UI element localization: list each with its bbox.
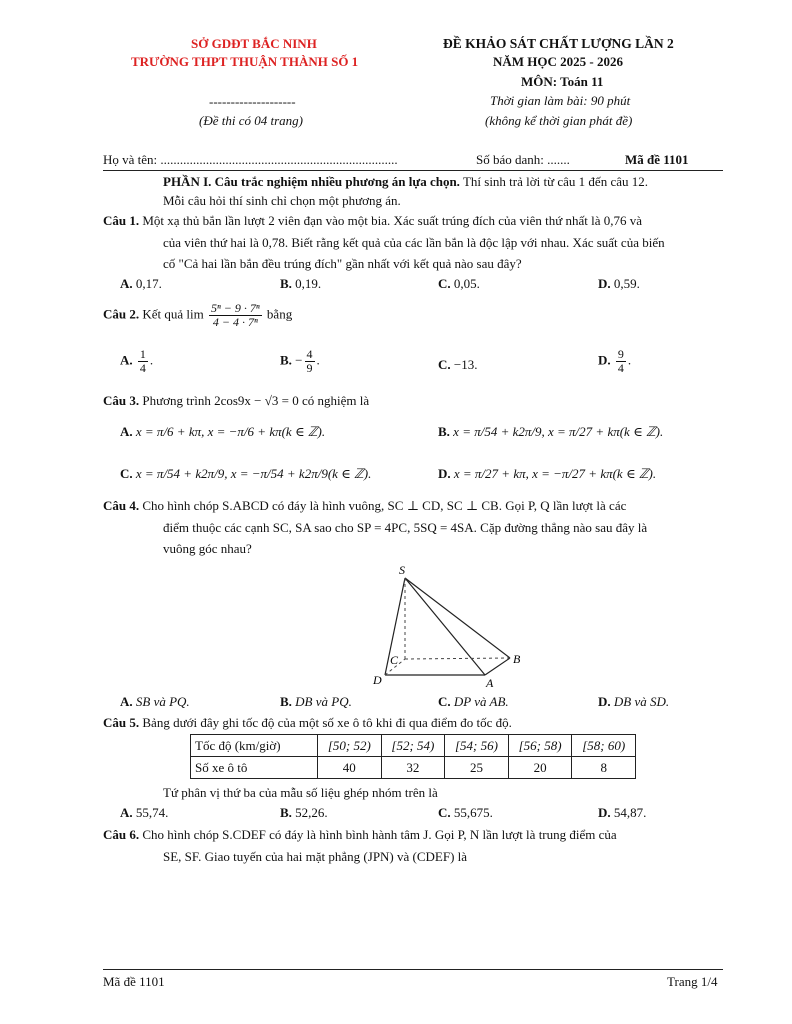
q2-option-d[interactable]: D. $\frac{9}{4}$ . <box>598 347 632 375</box>
opt-text: 55,74. <box>135 805 169 820</box>
q6-text1: Cho hình chóp S.CDEF có đáy là hình bình hành tâm J. Gọi P, N lần lượt là trung điểm của <box>142 827 617 842</box>
q2-num: 5ⁿ − 9 · 7ⁿ <box>211 301 260 315</box>
part1-instr2: Mỗi câu hỏi thí sinh chỉ chọn một phương án. <box>163 193 401 208</box>
opt-text: DB và PQ. <box>295 694 352 709</box>
opt-label: B. <box>280 694 292 709</box>
q4-line2: điểm thuộc các cạnh SC, SA sao cho SP = 4PC, 5SQ = 4SA. Cặp đường thẳng nào sau đây là <box>163 520 648 535</box>
school-name: TRƯỜNG THPT THUẬN THÀNH SỐ 1 <box>131 54 359 69</box>
q4-line1 <box>103 498 626 514</box>
q3-stem <box>103 393 369 409</box>
duration-note: (không kể thời gian phát đề) <box>485 113 633 128</box>
table-cell: [58; 60) <box>572 735 636 757</box>
opt-text: DB và SD. <box>613 694 670 709</box>
q5-option-d[interactable] <box>598 805 646 821</box>
q3-option-b[interactable] <box>438 424 663 440</box>
q5-stem <box>103 715 512 731</box>
q4-option-d[interactable] <box>598 694 669 710</box>
header-divider <box>103 170 723 171</box>
table-cell: 40 <box>318 757 382 779</box>
vertex-S: S <box>399 563 405 577</box>
candidate-id-field: Số báo danh: ....... <box>476 152 570 167</box>
q2-b-frac <box>305 348 315 375</box>
q1-line1 <box>103 213 642 229</box>
q1-option-a[interactable] <box>120 276 162 292</box>
q2-option-a[interactable]: A. $\frac{1}{4}$ . <box>120 347 154 375</box>
frac-den: 9 <box>306 361 313 375</box>
vertex-B: B <box>513 652 521 666</box>
q5-option-a[interactable] <box>120 805 168 821</box>
opt-label: C. <box>438 694 451 709</box>
q4-option-a[interactable] <box>120 694 190 710</box>
footer-code: Mã đề 1101 <box>103 974 165 989</box>
opt-text: x = π/6 + kπ, x = −π/6 + kπ(k ∈ ℤ). <box>135 424 326 439</box>
table-cell: [54; 56) <box>445 735 509 757</box>
school-year: NĂM HỌC 2025 - 2026 <box>493 54 623 69</box>
opt-text: 55,675. <box>453 805 493 820</box>
opt-text: x = π/54 + k2π/9, x = π/27 + kπ(k ∈ ℤ). <box>453 424 664 439</box>
frac-num: 4 <box>306 347 313 361</box>
q1-option-c[interactable] <box>438 276 480 292</box>
pages-note: (Đề thi có 04 trang) <box>199 113 303 128</box>
q1-text1: Một xạ thủ bắn lần lượt 2 viên đạn vào một bia. Xác suất trúng đích của viên thứ nhất là 0,76 và <box>142 213 643 228</box>
opt-label: D. <box>598 805 611 820</box>
speed-table <box>190 734 636 779</box>
row-header: Tốc độ (km/giờ) <box>191 735 318 757</box>
table-cell: 32 <box>381 757 445 779</box>
q4-option-c[interactable] <box>438 694 509 710</box>
q1-line2: của viên thứ hai là 0,78. Biết rằng kết quả của các lần bắn là độc lập với nhau. Xác suất của biến <box>163 235 665 250</box>
opt-label: A. <box>120 805 133 820</box>
frac-num: 1 <box>139 347 146 361</box>
q3-label: Câu 3. <box>103 393 140 408</box>
q2-option-c[interactable] <box>438 357 477 373</box>
subject: MÔN: Toán 11 <box>521 74 604 89</box>
header-dashes: -------------------- <box>209 94 296 109</box>
opt-label: A. <box>120 352 133 368</box>
edge-SA <box>405 578 485 675</box>
q2-a-frac <box>138 348 148 375</box>
sign: − <box>295 352 303 368</box>
q2-den: 4 − 4 · 7ⁿ <box>212 315 258 329</box>
table-cell: 25 <box>445 757 509 779</box>
q6-label: Câu 6. <box>103 827 140 842</box>
opt-label: D. <box>598 352 611 368</box>
q1-line3: cố "Cả hai lần bắn đều trúng đích" gần nhất với kết quả nào sau đây? <box>163 256 522 271</box>
opt-text: x = π/54 + k2π/9, x = −π/54 + k2π/9(k ∈ ℤ). <box>135 466 372 481</box>
q2-label: Câu 2. <box>103 306 140 322</box>
opt-label: A. <box>120 694 133 709</box>
opt-label: A. <box>120 276 133 291</box>
vertex-D: D <box>373 673 382 687</box>
opt-label: B. <box>280 805 292 820</box>
opt-label: C. <box>438 357 451 372</box>
q2-stem <box>103 302 292 329</box>
part1-instr: Thí sinh trả lời từ câu 1 đến câu 12. <box>462 174 648 189</box>
q3-text: Phương trình 2cos9x − √3 = 0 có nghiệm là <box>142 393 370 408</box>
opt-text: x = π/27 + kπ, x = −π/27 + kπ(k ∈ ℤ). <box>453 466 657 481</box>
table-cell: 20 <box>508 757 572 779</box>
opt-label: B. <box>438 424 450 439</box>
q6-line1 <box>103 827 617 843</box>
q4-line3: vuông góc nhau? <box>163 541 252 556</box>
q2-text: Kết quả <box>142 306 184 322</box>
table-row <box>191 757 636 779</box>
pyramid-figure <box>355 560 535 690</box>
q5-text: Bảng dưới đây ghi tốc độ của một số xe ô tô khi đi qua điểm đo tốc độ. <box>142 715 512 730</box>
frac-den: 4 <box>139 361 146 375</box>
opt-label: B. <box>280 352 292 368</box>
q1-option-b[interactable] <box>280 276 321 292</box>
q2-fraction <box>209 302 262 329</box>
edge-AB <box>485 658 510 675</box>
table-cell: [56; 58) <box>508 735 572 757</box>
q1-option-d[interactable] <box>598 276 640 292</box>
opt-label: D. <box>438 466 451 481</box>
q5-option-c[interactable] <box>438 805 493 821</box>
q3-option-d[interactable] <box>438 466 656 482</box>
opt-label: B. <box>280 276 292 291</box>
exam-code: Mã đề 1101 <box>625 152 689 167</box>
opt-label: A. <box>120 424 133 439</box>
opt-label: D. <box>598 694 611 709</box>
q2-tail: bằng <box>266 306 293 322</box>
candidate-name-field: Họ và tên: ......................................................................... <box>103 152 398 167</box>
edge-SB <box>405 578 510 658</box>
q5-label: Câu 5. <box>103 715 140 730</box>
vertex-A: A <box>486 676 494 690</box>
q5-question: Tứ phân vị thứ ba của mẫu số liệu ghép nhóm trên là <box>163 785 438 800</box>
part1-heading <box>163 174 648 190</box>
q4-text1: Cho hình chóp S.ABCD có đáy là hình vuông, SC ⊥ CD, SC ⊥ CB. Gọi P, Q lần lượt là các <box>142 498 627 513</box>
vertex-C: C <box>390 653 399 667</box>
table-cell: [52; 54) <box>381 735 445 757</box>
q2-option-b[interactable]: B. − $\frac{4}{9}$ . <box>280 347 320 375</box>
edge-CB <box>405 658 510 659</box>
opt-text: DP và AB. <box>453 694 509 709</box>
part1-title: PHẦN I. Câu trắc nghiệm nhiều phương án lựa chọn. <box>163 174 460 189</box>
dept-name: SỞ GDĐT BẮC NINH <box>191 36 317 51</box>
opt-text: −13. <box>453 357 478 372</box>
footer-divider <box>103 969 723 970</box>
exam-title: ĐỀ KHẢO SÁT CHẤT LƯỢNG LẦN 2 <box>443 36 674 51</box>
opt-label: C. <box>120 466 133 481</box>
q3-option-c[interactable] <box>120 466 371 482</box>
opt-text: 0,19. <box>295 276 322 291</box>
opt-text: 52,26. <box>295 805 328 820</box>
footer-page: Trang 1/4 <box>667 974 718 989</box>
q5-option-b[interactable] <box>280 805 328 821</box>
q6-line2: SE, SF. Giao tuyến của hai mặt phẳng (JPN) và (CDEF) là <box>163 849 468 864</box>
opt-label: C. <box>438 805 451 820</box>
row-header: Số xe ô tô <box>191 757 318 779</box>
opt-text: 0,17. <box>135 276 162 291</box>
table-cell: [50; 52) <box>318 735 382 757</box>
duration: Thời gian làm bài: 90 phút <box>490 93 631 108</box>
opt-text: SB và PQ. <box>135 694 190 709</box>
table-cell: 8 <box>572 757 636 779</box>
frac-num: 9 <box>617 347 624 361</box>
q2-d-frac <box>616 348 626 375</box>
opt-label: C. <box>438 276 451 291</box>
q4-label: Câu 4. <box>103 498 140 513</box>
frac-den: 4 <box>617 361 624 375</box>
opt-text: 54,87. <box>613 805 647 820</box>
q1-label: Câu 1. <box>103 213 140 228</box>
q4-option-b[interactable] <box>280 694 352 710</box>
opt-label: D. <box>598 276 611 291</box>
opt-text: 0,05. <box>453 276 480 291</box>
q2-lim: lim <box>186 306 204 322</box>
table-row <box>191 735 636 757</box>
q3-option-a[interactable] <box>120 424 325 440</box>
opt-text: 0,59. <box>613 276 640 291</box>
